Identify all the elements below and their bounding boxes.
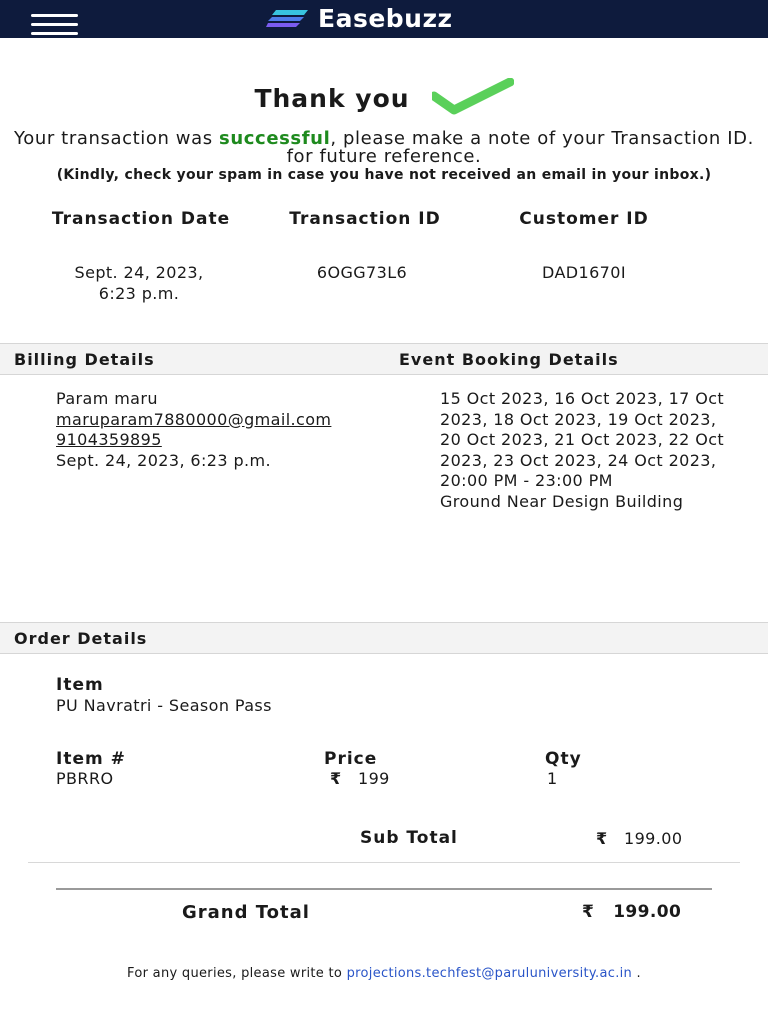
qty-label: Qty — [545, 749, 582, 769]
event-booking-details — [440, 389, 730, 512]
billing-email-link[interactable]: maruparam7880000@gmail.com — [56, 409, 332, 429]
item-name: PU Navratri - Season Pass — [56, 696, 272, 715]
transaction-id-label: Transaction ID — [289, 209, 441, 229]
item-number-label: Item # — [56, 749, 126, 769]
rupee-icon: ₹ — [596, 829, 608, 848]
billing-name: Param maru — [56, 389, 158, 408]
event-time: 20:00 PM - 23:00 PM — [440, 471, 613, 490]
rupee-icon: ₹ — [582, 902, 595, 922]
brand-logo[interactable] — [266, 3, 453, 33]
event-booking-details-label: Event Booking Details — [399, 350, 619, 369]
customer-id-label: Customer ID — [519, 209, 649, 229]
transaction-date-label: Transaction Date — [51, 209, 231, 229]
sub-total-amount: 199.00 — [624, 829, 683, 848]
billing-event-band — [0, 343, 768, 375]
event-venue: Ground Near Design Building — [440, 491, 684, 511]
order-details-label: Order Details — [14, 629, 148, 648]
rupee-icon: ₹ — [330, 769, 342, 788]
easebuzz-logo-icon — [266, 7, 310, 29]
price-label: Price — [324, 749, 378, 769]
success-message: Your transaction was successful, please make a note of your Transaction ID. for future reference. — [14, 128, 754, 167]
qty-value: 1 — [547, 769, 558, 788]
billing-details — [56, 389, 386, 471]
hamburger-menu-icon[interactable] — [31, 14, 79, 36]
thank-you-heading — [254, 78, 513, 118]
event-dates: 15 Oct 2023, 16 Oct 2023, 17 Oct 2023, 18 Oct 2023, 19 Oct 2023, 20 Oct 2023, 21 Oct 2023, 22 Oct 2023, 23 Oct 2023, 24 Oct 2023, — [440, 389, 725, 470]
thank-you-text: Thank you — [254, 83, 410, 113]
sub-total-label: Sub Total — [360, 828, 458, 848]
thank-you-heading-row — [0, 78, 768, 118]
success-word: successful — [219, 128, 331, 149]
transaction-id-value: 6OGG73L6 — [316, 263, 408, 282]
brand-name: Easebuzz — [318, 3, 453, 33]
billing-details-label: Billing Details — [14, 350, 155, 369]
support-email-link[interactable]: projections.techfest@paruluniversity.ac.in — [346, 966, 633, 981]
spam-note: (Kindly, check your spam in case you have not received an email in your inbox.) — [56, 167, 712, 183]
divider — [56, 888, 712, 890]
divider — [28, 862, 740, 863]
grand-total-amount: 199.00 — [613, 902, 682, 922]
sub-total-value — [596, 829, 682, 848]
grand-total-value — [582, 902, 681, 922]
item-label: Item — [56, 675, 104, 695]
transaction-date-value: Sept. 24, 2023, 6:23 p.m. — [74, 263, 204, 303]
billing-date: Sept. 24, 2023, 6:23 p.m. — [56, 450, 271, 470]
order-band — [0, 622, 768, 654]
customer-id-value: DAD1670I — [542, 263, 626, 282]
price-amount: 199 — [358, 769, 390, 788]
billing-phone-link[interactable]: 9104359895 — [56, 430, 162, 449]
top-bar — [0, 0, 768, 38]
footer-contact: For any queries, please write to projections.techfest@paruluniversity.ac.in . — [127, 966, 641, 981]
price-value — [330, 769, 390, 788]
grand-total-label: Grand Total — [182, 902, 310, 923]
checkmark-icon — [432, 78, 514, 118]
item-number: PBRRO — [56, 769, 114, 788]
